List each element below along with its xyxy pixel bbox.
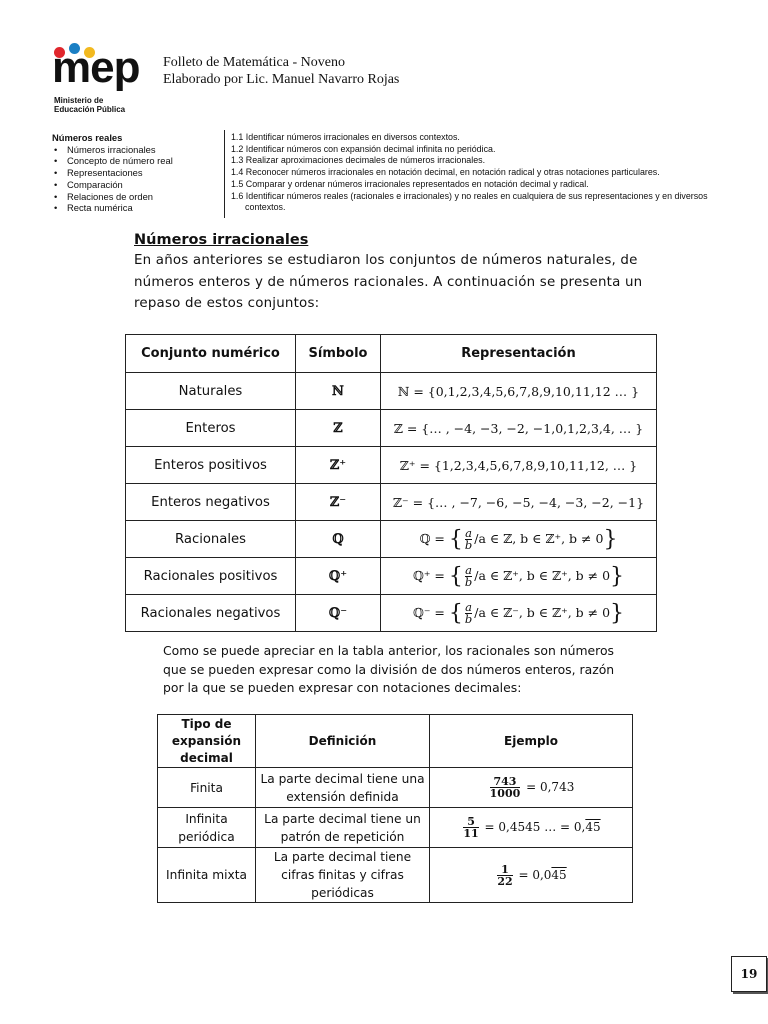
set-representation: ℕ = {0,1,2,3,4,5,6,7,8,9,10,11,12 … } [381, 373, 657, 410]
section-title: Números irracionales [134, 232, 309, 248]
topic-item: • Relaciones de orden [52, 191, 222, 203]
objectives-list [231, 132, 751, 214]
set-symbol: ℤ⁻ [296, 484, 381, 521]
page-number: 19 [731, 956, 767, 992]
fraction: $\frac{743}{1000}$ [489, 775, 521, 800]
table-row [126, 410, 657, 447]
header-text [163, 54, 399, 88]
expansion-definition: La parte decimal tiene un patrón de repetición [256, 808, 430, 848]
set-name: Enteros negativos [126, 484, 296, 521]
set-name: Racionales [126, 521, 296, 558]
objective-item: 1.3 Realizar aproximaciones decimales de números irracionales. [231, 155, 486, 166]
set-name: Racionales negativos [126, 595, 296, 632]
topic-item: • Concepto de número real [52, 155, 222, 167]
header-line-2: Elaborado por Lic. Manuel Navarro Rojas [163, 72, 400, 87]
header-line-1: Folleto de Matemática - Noveno [163, 55, 345, 70]
table-row [126, 373, 657, 410]
set-symbol: ℤ⁺ [296, 447, 381, 484]
set-name: Racionales positivos [126, 558, 296, 595]
fraction: $\frac{a}{b}$ [464, 599, 473, 626]
expansion-type: Finita [158, 768, 256, 808]
table-row [158, 848, 633, 903]
objective-item: 1.4 Reconocer números irracionales en notación decimal, en notación radical y otras notaciones particulares. [231, 167, 660, 178]
table-row [126, 521, 657, 558]
set-name: Enteros [126, 410, 296, 447]
set-symbol: ℚ⁻ [296, 595, 381, 632]
topic-item: • Números irracionales [52, 144, 222, 156]
column-header: Representación [381, 335, 657, 373]
set-symbol: ℚ⁺ [296, 558, 381, 595]
fraction: $\frac{a}{b}$ [464, 562, 473, 589]
table-header-row [126, 335, 657, 373]
set-name: Naturales [126, 373, 296, 410]
table-row [126, 558, 657, 595]
fraction: $\frac{a}{b}$ [464, 525, 473, 552]
fraction: $\frac{1}{22}$ [497, 862, 513, 888]
table-header-row [158, 715, 633, 768]
objective-item: 1.6 Identificar números reales (racionales e irracionales) y no reales en cualquiera de sus representaciones y en diversos [231, 190, 708, 201]
set-representation: ℚ = { $\frac{a}{b}$ /a ∈ ℤ, b ∈ ℤ⁺, b ≠ 0} [381, 521, 657, 558]
set-representation: ℤ⁻ = {… , −7, −6, −5, −4, −3, −2, −1} [381, 484, 657, 521]
column-header: Símbolo [296, 335, 381, 373]
table-row [126, 484, 657, 521]
table-row [126, 447, 657, 484]
decimal-expansion-table [157, 714, 633, 903]
column-header: Ejemplo [430, 715, 633, 768]
topics-list [52, 132, 222, 214]
topic-item: • Recta numérica [52, 202, 222, 214]
topic-item: • Comparación [52, 179, 222, 191]
number-sets-table [125, 334, 657, 632]
objective-item: 1.5 Comparar y ordenar números irracionales representados en notación decimal y radical. [231, 178, 589, 189]
mep-logo [50, 44, 150, 126]
objective-item: 1.1 Identificar números irracionales en diversos contextos. [231, 132, 460, 142]
expansion-type: Infinita periódica [158, 808, 256, 848]
column-header: Conjunto numérico [126, 335, 296, 373]
fraction: $\frac{5}{11}$ [463, 815, 479, 840]
table-row [158, 808, 633, 848]
set-name: Enteros positivos [126, 447, 296, 484]
expansion-definition: La parte decimal tiene cifras finitas y cifras periódicas [256, 848, 430, 903]
table-row [126, 595, 657, 632]
set-representation: ℤ⁺ = {1,2,3,4,5,6,7,8,9,10,11,12, … } [381, 447, 657, 484]
set-representation: ℤ = {… , −4, −3, −2, −1,0,1,2,3,4, … } [381, 410, 657, 447]
expansion-example: $\frac{1}{22}$ = 0,045 [430, 848, 633, 903]
table-row [158, 768, 633, 808]
set-symbol: ℕ [296, 373, 381, 410]
column-header: Definición [256, 715, 430, 768]
column-header: Tipo de expansión decimal [158, 715, 256, 768]
objective-item: 1.2 Identificar números con expansión decimal infinita no periódica. [231, 143, 496, 154]
divider [224, 130, 225, 218]
topics-title: Números reales [52, 132, 123, 143]
set-representation: ℚ⁻ = { $\frac{a}{b}$ /a ∈ ℤ⁻, b ∈ ℤ⁺, b ≠ 0} [381, 595, 657, 632]
set-representation: ℚ⁺ = { $\frac{a}{b}$ /a ∈ ℤ⁺, b ∈ ℤ⁺, b ≠ 0} [381, 558, 657, 595]
logo-subtitle: Ministerio de Educación Pública [54, 96, 126, 114]
logo-wordmark: mep [52, 43, 140, 92]
objective-item: contextos. [245, 202, 286, 213]
explanation-paragraph: Como se puede apreciar en la tabla anterior, los racionales son números que se pueden expresar como la división de dos números enteros, razón por la que se pueden expresar con notaciones decimales: [163, 643, 615, 695]
expansion-example: $\frac{5}{11}$ = 0,4545 … = 0,45 [430, 808, 633, 848]
expansion-definition: La parte decimal tiene una extensión definida [256, 768, 430, 808]
set-symbol: ℤ [296, 410, 381, 447]
expansion-example: $\frac{743}{1000}$ = 0,743 [430, 768, 633, 808]
intro-paragraph: En años anteriores se estudiaron los conjuntos de números naturales, de números enteros y de números racionales. A continuación se presenta un repaso de estos conjuntos: [134, 253, 643, 311]
topic-item: • Representaciones [52, 167, 222, 179]
set-symbol: ℚ [296, 521, 381, 558]
expansion-type: Infinita mixta [158, 848, 256, 903]
